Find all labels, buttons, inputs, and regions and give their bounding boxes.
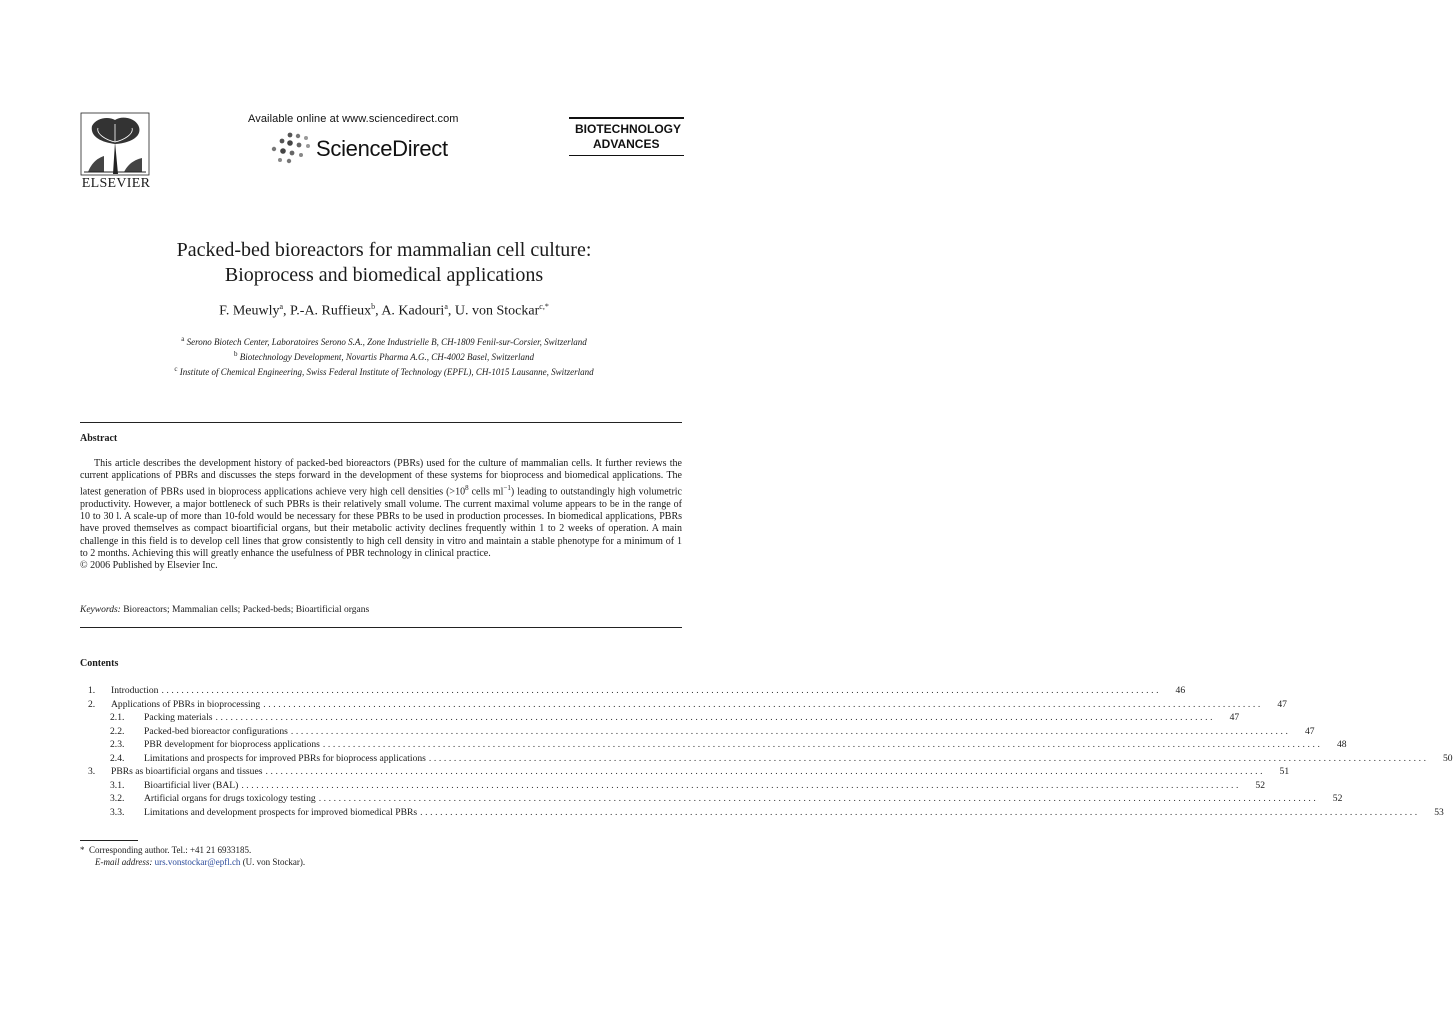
keywords-label: Keywords: (80, 605, 121, 615)
email-note (80, 857, 305, 869)
toc-item[interactable] (80, 779, 1265, 794)
toc-item[interactable] (80, 698, 1287, 713)
abstract-text: ) leading to outstandingly high volumetric productivity. However, a major bottleneck of such PBRs is their relatively small volume. The current maximal volume appears to be in the range of 10 to 30 l. A scale-up of more than 10-fold would be necessary for these PBRs to be used in production processes. In biomedical applications, PBRs have proved themselves as compact bioartificial organs, but their metabolic activity declines frequently within 1 to 2 weeks of operation. A main challenge in this field is to develop cell lines that grow consistently to high cell density in vitro and maintain a stable phenotype for a minimum of 1 to 2 months. Achieving this will greatly enhance the usefulness of PBR technology in clinical practice. (80, 486, 682, 559)
toc-page: 52 (1255, 779, 1265, 791)
toc-item[interactable] (80, 766, 1290, 780)
toc-leader: ........................................................................................................................................................................................................ (428, 752, 1429, 764)
footnote-rule (80, 840, 138, 841)
affiliation (0, 333, 768, 348)
toc-page: 48 (1336, 739, 1347, 750)
toc-page: 51 (1279, 766, 1290, 777)
footnote-marker: * (80, 845, 85, 855)
abstract-body (80, 458, 682, 572)
abstract-exponent: −1 (503, 484, 511, 493)
toc-item[interactable] (80, 739, 1347, 753)
author-affil-marker: a (444, 302, 448, 311)
table-of-contents (80, 685, 1453, 820)
toc-page: 53 (1434, 806, 1444, 818)
toc-leader: ........................................................................................................................................................................................................ (215, 712, 1216, 723)
article-title-line2: Bioprocess and biomedical applications (224, 264, 544, 286)
toc-page: 52 (1332, 793, 1343, 804)
toc-number: 3. (88, 766, 96, 777)
author-separator: , (447, 303, 455, 319)
toc-number: 2.3. (110, 739, 125, 750)
toc-number: 3.2. (110, 793, 125, 804)
article-title-line1: Packed-bed bioreactors for mammalian cell culture: (176, 239, 592, 261)
author-affil-marker: b (371, 302, 376, 311)
toc-title: Introduction (111, 685, 159, 696)
toc-leader: ........................................................................................................................................................................................................ (241, 779, 1241, 791)
affiliation-marker: c (174, 365, 178, 373)
toc-title: Artificial organs for drugs toxicology testing (144, 793, 316, 804)
toc-number: 3.1. (110, 779, 125, 791)
publisher-logo (80, 112, 152, 192)
author-name: A. Kadouri (381, 303, 445, 319)
article-title (0, 238, 768, 288)
toc-title: Limitations and development prospects for improved biomedical PBRs (144, 806, 418, 818)
abstract-text: This article describes the development history of packed-bed bioreactors (PBRs) used for the culture of mammalian cells. It further reviews the current applications of PBRs and discusses the steps forward in the development of these systems for bioprocess and biomedical applications. The latest generation of PBRs used in bioprocess applications achieve very high cell densities (>10 (80, 458, 682, 498)
available-online-text: Available online at www.sciencedirect.com (248, 113, 459, 125)
corresponding-author-note (80, 845, 305, 857)
abstract-top-rule (80, 422, 682, 423)
toc-leader: ........................................................................................................................................................................................................ (263, 698, 1263, 710)
author-name: F. Meuwly (219, 303, 280, 319)
toc-title: Packing materials (144, 712, 213, 723)
toc-title: Packed-bed bioreactor configurations (144, 725, 288, 737)
toc-page: 47 (1229, 712, 1240, 723)
toc-number: 2. (88, 698, 96, 710)
toc-title: Applications of PBRs in bioprocessing (111, 698, 261, 710)
keywords-text: Bioreactors; Mammalian cells; Packed-beds; Bioartificial organs (123, 605, 370, 615)
toc-number: 3.3. (110, 806, 125, 818)
sciencedirect-logo (248, 131, 488, 165)
toc-item[interactable] (80, 685, 1186, 699)
affiliation-text: Institute of Chemical Engineering, Swiss Federal Institute of Technology (EPFL), CH-1015 Lausanne, Switzerland (179, 367, 594, 377)
affiliation-marker: b (233, 350, 238, 358)
toc-item[interactable] (80, 752, 1453, 767)
footnote (80, 845, 305, 868)
author-name: P.-A. Ruffieux (290, 303, 372, 319)
toc-number: 2.1. (110, 712, 125, 723)
publisher-name: ELSEVIER (81, 176, 151, 191)
toc-leader: ........................................................................................................................................................................................................ (318, 793, 1319, 804)
toc-page: 47 (1304, 725, 1315, 737)
email-link[interactable]: urs.vonstockar@epfl.ch (154, 856, 241, 867)
corresponding-text: Corresponding author. Tel.: +41 21 6933185. (89, 845, 252, 855)
email-label: E-mail address: (95, 856, 153, 867)
toc-leader: ........................................................................................................................................................................................................ (265, 766, 1266, 777)
sciencedirect-dots-icon (268, 131, 314, 165)
toc-page: 46 (1175, 685, 1186, 696)
author-name: U. von Stockar (454, 303, 540, 319)
affiliation-marker: a (181, 335, 185, 343)
contents-heading: Contents (80, 658, 119, 669)
toc-leader: ........................................................................................................................................................................................................ (322, 739, 1323, 750)
affiliation-text: Serono Biotech Center, Laboratoires Serono S.A., Zone Industrielle B, CH-1809 Fenil-sur-Corsier, Switzerland (186, 337, 587, 347)
affiliation (0, 348, 768, 363)
toc-title: PBR development for bioprocess applications (144, 739, 320, 750)
toc-page: 47 (1277, 698, 1287, 710)
toc-number: 1. (88, 685, 96, 696)
sciencedirect-name: ScienceDirect (316, 136, 448, 161)
toc-title: Limitations and prospects for improved PBRs for bioprocess applications (144, 752, 426, 764)
journal-title (569, 119, 684, 155)
abstract-heading: Abstract (80, 433, 118, 444)
toc-title: PBRs as bioartificial organs and tissues (111, 766, 263, 777)
toc-title: Bioartificial liver (BAL) (144, 779, 239, 791)
author-separator: , (283, 303, 291, 319)
affiliation (0, 363, 768, 378)
author-affil-marker: a (279, 302, 284, 311)
toc-number: 2.2. (110, 725, 125, 737)
toc-leader: ........................................................................................................................................................................................................ (161, 685, 1162, 696)
journal-title-line2: ADVANCES (593, 137, 660, 151)
affiliation-list (0, 333, 768, 378)
sciencedirect-banner (248, 113, 488, 165)
toc-leader: ........................................................................................................................................................................................................ (420, 806, 1420, 818)
email-owner: (U. von Stockar). (242, 856, 306, 867)
affiliation-text: Biotechnology Development, Novartis Pharma A.G., CH-4002 Basel, Switzerland (239, 352, 535, 362)
abstract-bottom-rule (80, 627, 682, 628)
toc-item[interactable] (80, 712, 1240, 726)
toc-item[interactable] (80, 725, 1315, 740)
toc-item[interactable] (80, 806, 1444, 821)
journal-masthead (569, 117, 684, 156)
journal-title-line1: BIOTECHNOLOGY (575, 122, 682, 136)
toc-item[interactable] (80, 793, 1343, 807)
abstract-paragraph (80, 458, 682, 560)
toc-leader: ........................................................................................................................................................................................................ (290, 725, 1291, 737)
toc-page: 50 (1443, 752, 1453, 764)
toc-number: 2.4. (110, 752, 125, 764)
author-separator: , (375, 303, 382, 319)
keywords-line (80, 605, 369, 615)
author-affil-marker: c,* (539, 302, 549, 311)
masthead-rule-bottom (569, 155, 684, 156)
abstract-exponent: 8 (465, 484, 469, 493)
copyright-line: © 2006 Published by Elsevier Inc. (80, 559, 218, 571)
author-list (0, 302, 768, 320)
abstract-text: cells ml (468, 486, 504, 498)
elsevier-tree-icon (80, 112, 150, 176)
